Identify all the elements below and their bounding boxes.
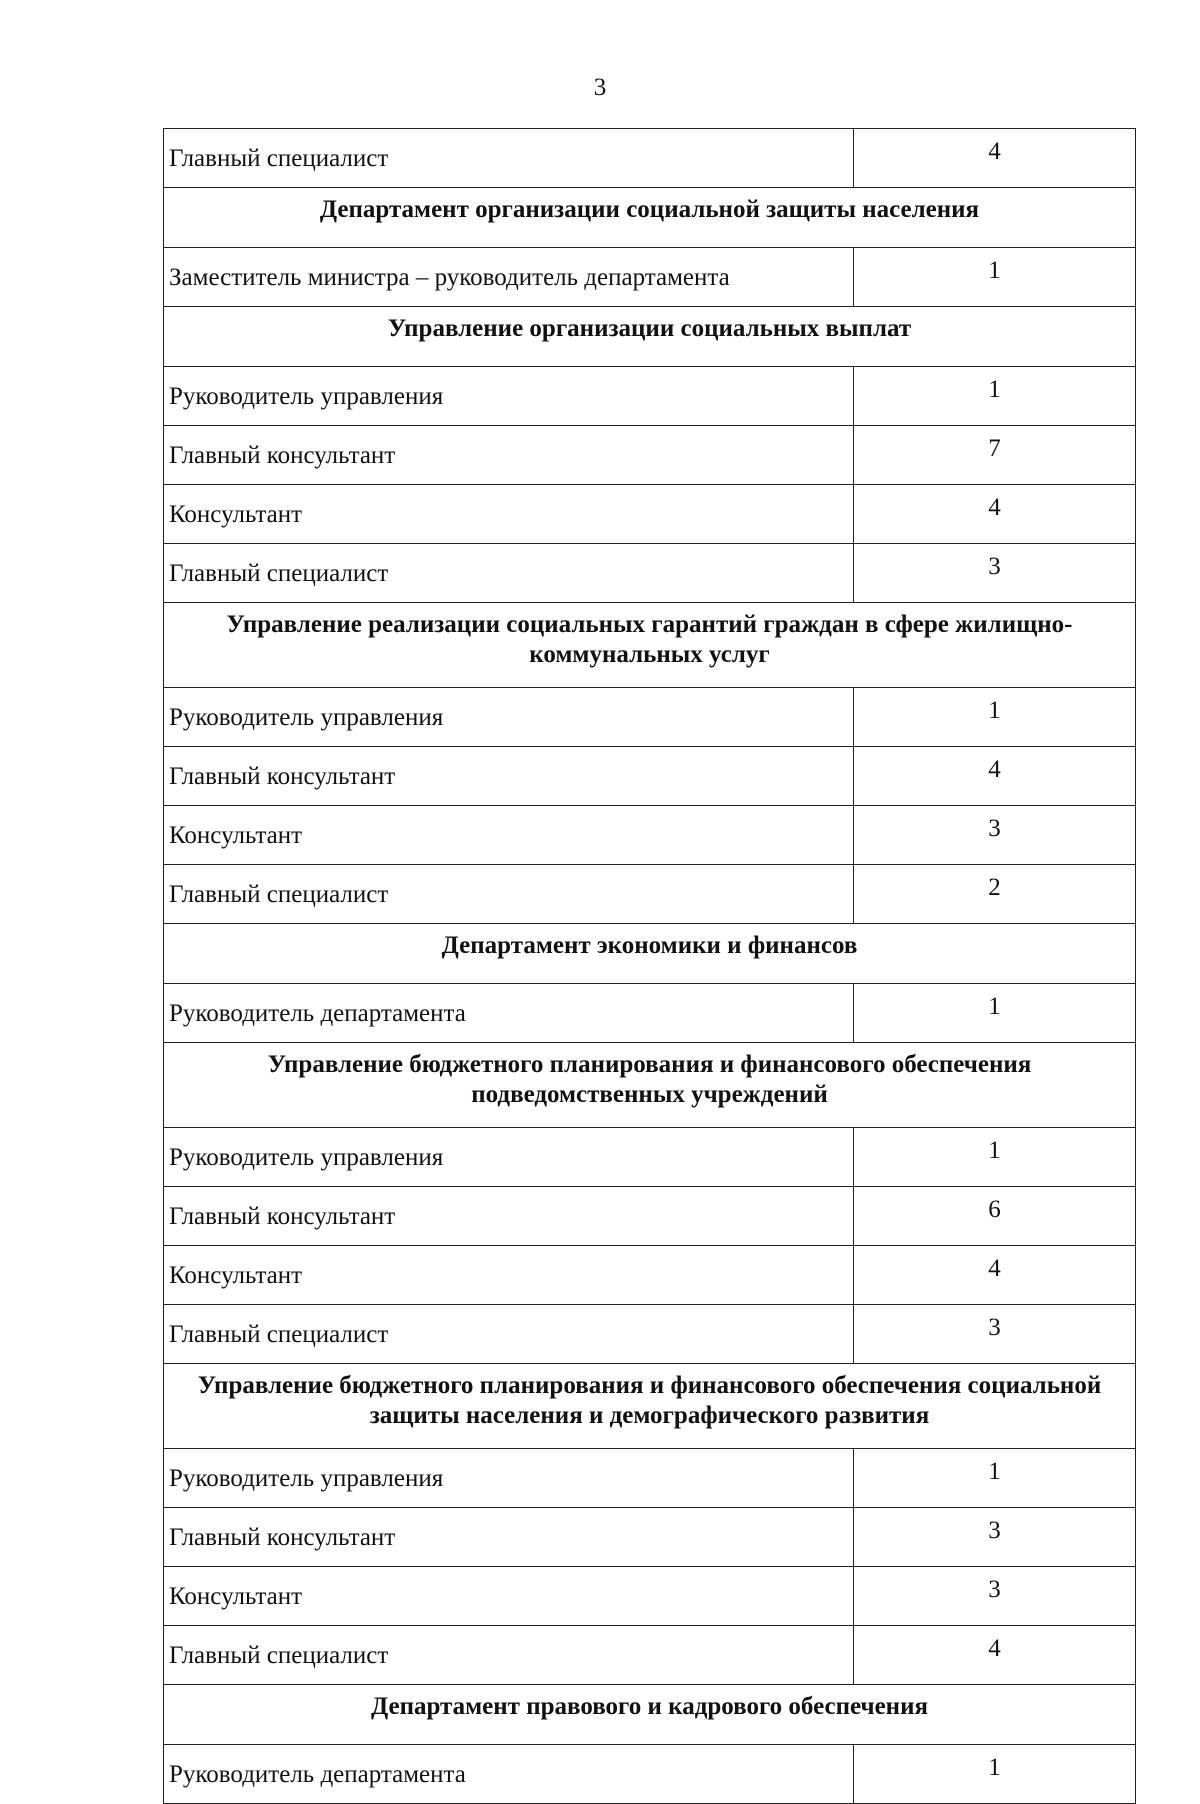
position-count: 1 [854,688,1136,747]
position-row [164,865,1136,924]
position-count: 6 [854,1187,1136,1246]
page-number: 3 [593,74,607,101]
position-row [164,747,1136,806]
section-heading-row [164,307,1136,367]
position-count: 1 [854,248,1136,307]
section-heading: Управление организации социальных выплат [164,307,1136,367]
position-title: Главный консультант [164,426,854,485]
position-row [164,544,1136,603]
position-row [164,688,1136,747]
position-row [164,1187,1136,1246]
position-count: 4 [854,747,1136,806]
section-heading-row [164,188,1136,248]
section-heading: Департамент экономики и финансов [164,924,1136,984]
position-title: Консультант [164,485,854,544]
position-count: 3 [854,1567,1136,1626]
position-title: Главный консультант [164,1508,854,1567]
position-title: Консультант [164,806,854,865]
position-title: Главный консультант [164,747,854,806]
position-count: 1 [854,1128,1136,1187]
position-title: Главный специалист [164,129,854,188]
section-heading-row [164,1364,1136,1449]
position-row [164,1305,1136,1364]
section-heading-row [164,924,1136,984]
position-count: 3 [854,806,1136,865]
section-heading: Департамент правового и кадрового обеспечения [164,1685,1136,1745]
position-title: Руководитель департамента [164,984,854,1043]
staffing-table-body [164,129,1136,1804]
position-count: 4 [854,1246,1136,1305]
position-count: 3 [854,1508,1136,1567]
section-heading: Управление бюджетного планирования и финансового обеспечения социальной защиты населения и демографического развития [164,1364,1136,1449]
position-title: Консультант [164,1246,854,1305]
position-title: Консультант [164,1567,854,1626]
position-title: Руководитель управления [164,1449,854,1508]
section-heading: Управление бюджетного планирования и финансового обеспечения подведомственных учреждений [164,1043,1136,1128]
position-count: 4 [854,129,1136,188]
position-row [164,806,1136,865]
staffing-table [163,128,1136,1804]
position-count: 1 [854,1449,1136,1508]
position-row [164,426,1136,485]
position-count: 4 [854,1626,1136,1685]
position-count: 3 [854,544,1136,603]
position-title: Главный специалист [164,1626,854,1685]
position-title: Главный специалист [164,865,854,924]
position-count: 1 [854,367,1136,426]
position-row [164,485,1136,544]
position-row [164,1128,1136,1187]
position-count: 7 [854,426,1136,485]
position-title: Руководитель управления [164,1128,854,1187]
position-row [164,1567,1136,1626]
position-title: Главный специалист [164,1305,854,1364]
position-row [164,1246,1136,1305]
position-row [164,1449,1136,1508]
position-row [164,129,1136,188]
section-heading: Департамент организации социальной защиты населения [164,188,1136,248]
position-count: 4 [854,485,1136,544]
position-row [164,1626,1136,1685]
position-row [164,1508,1136,1567]
position-title: Руководитель управления [164,688,854,747]
position-count: 2 [854,865,1136,924]
section-heading-row [164,1043,1136,1128]
position-title: Руководитель департамента [164,1745,854,1804]
position-title: Руководитель управления [164,367,854,426]
section-heading-row [164,1685,1136,1745]
section-heading-row [164,603,1136,688]
position-row [164,248,1136,307]
section-heading: Управление реализации социальных гарантий граждан в сфере жилищно-коммунальных услуг [164,603,1136,688]
position-title: Главный консультант [164,1187,854,1246]
position-count: 1 [854,1745,1136,1804]
position-row [164,367,1136,426]
position-row [164,984,1136,1043]
position-count: 3 [854,1305,1136,1364]
position-title: Главный специалист [164,544,854,603]
position-count: 1 [854,984,1136,1043]
position-title: Заместитель министра – руководитель департамента [164,248,854,307]
position-row [164,1745,1136,1804]
